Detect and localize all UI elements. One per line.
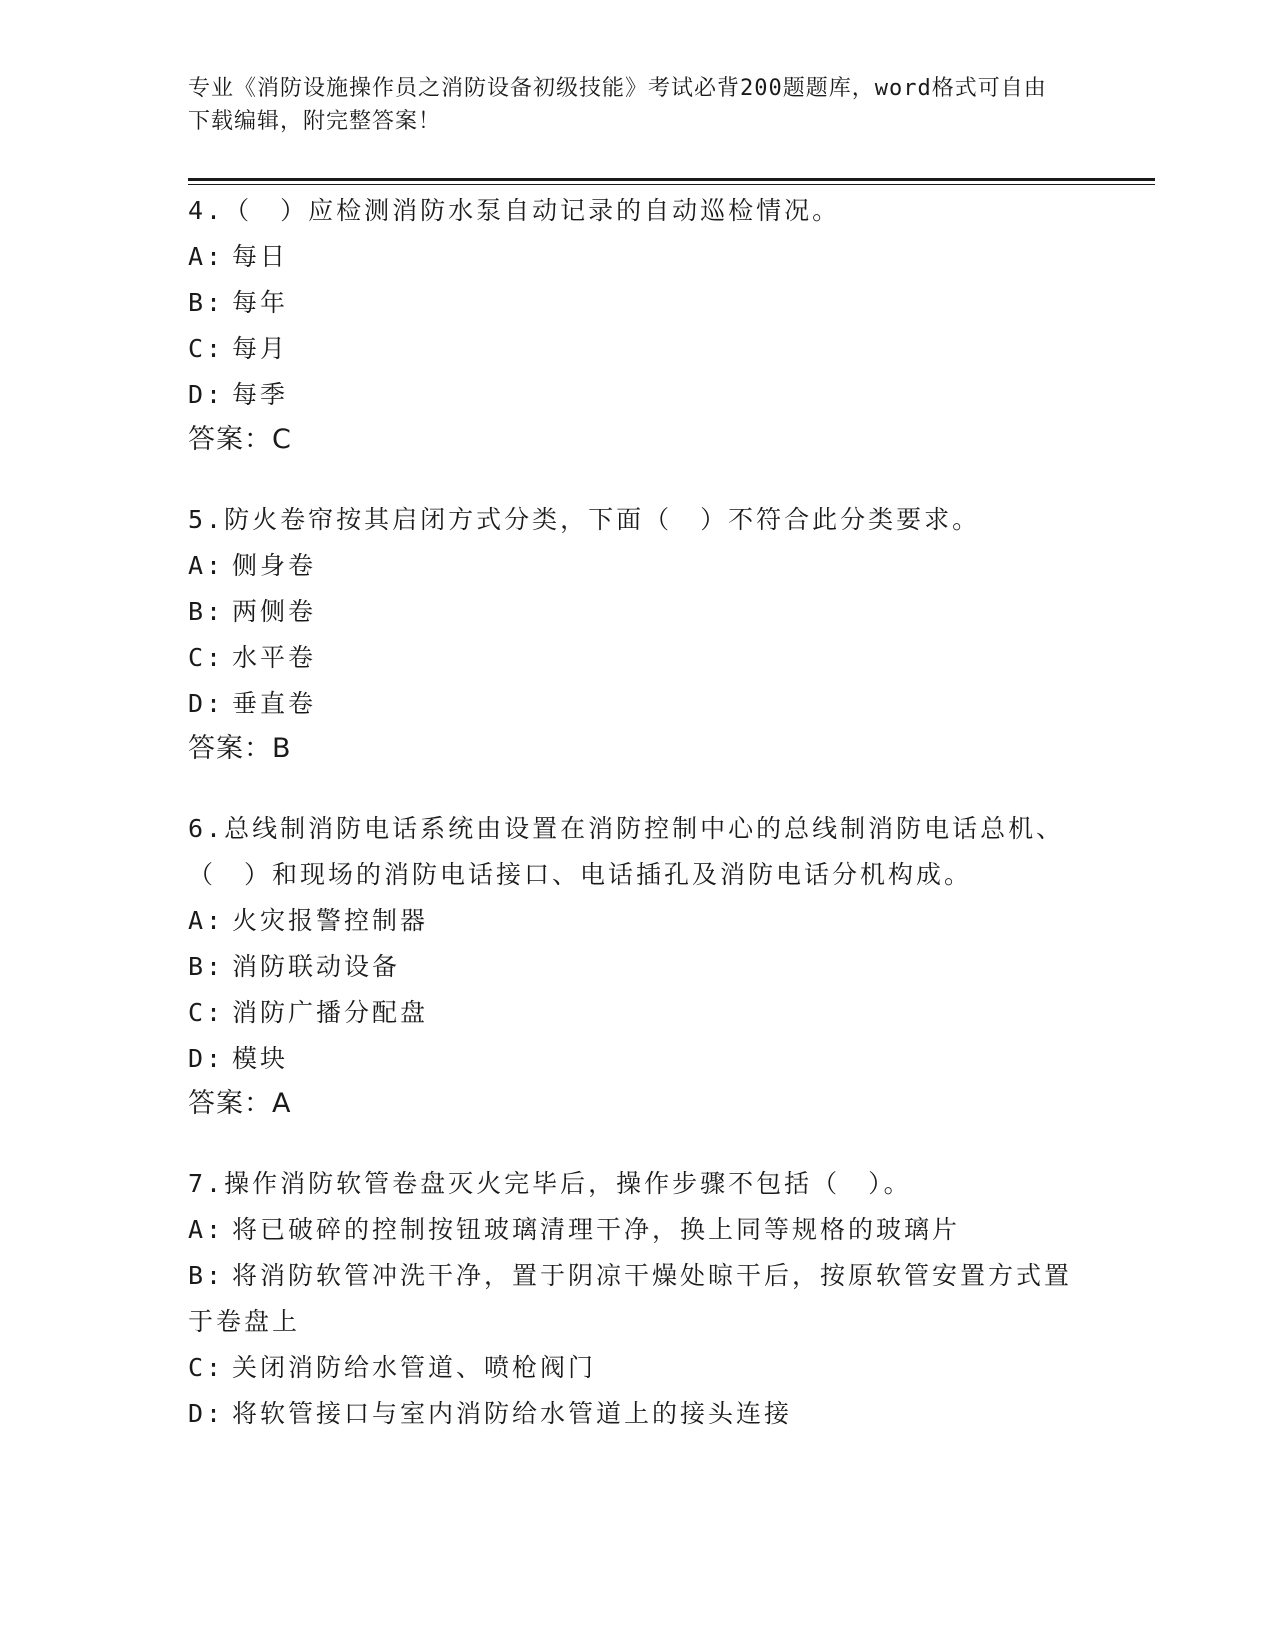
option-text: 侧身卷 bbox=[232, 551, 317, 580]
option-key: C: bbox=[188, 334, 225, 363]
option-key: B: bbox=[188, 597, 225, 626]
option-c bbox=[188, 990, 1088, 1036]
option-c bbox=[188, 1345, 1088, 1391]
answer-line: 答案：B bbox=[188, 733, 292, 764]
answer-line: 答案：C bbox=[188, 424, 292, 455]
option-text: 每年 bbox=[232, 288, 289, 317]
question-4 bbox=[188, 188, 1088, 462]
option-key: B: bbox=[188, 288, 225, 317]
option-text: 火灾报警控制器 bbox=[232, 906, 429, 935]
question-stem: 6.总线制消防电话系统由设置在消防控制中心的总线制消防电话总机、（ ）和现场的消防电话接口、电话插孔及消防电话分机构成。 bbox=[188, 814, 1065, 889]
option-key: B: bbox=[188, 952, 225, 981]
option-text: 每日 bbox=[232, 242, 289, 271]
option-a bbox=[188, 1207, 1088, 1253]
option-key: A: bbox=[188, 551, 225, 580]
option-b bbox=[188, 1253, 1088, 1345]
question-stem: 7.操作消防软管卷盘灭火完毕后，操作步骤不包括（ ）。 bbox=[188, 1169, 912, 1198]
question-list bbox=[188, 188, 1088, 1472]
option-c bbox=[188, 326, 1088, 372]
question-stem: 5.防火卷帘按其启闭方式分类，下面（ ）不符合此分类要求。 bbox=[188, 505, 981, 534]
option-key: B: bbox=[188, 1261, 225, 1290]
option-text: 将已破碎的控制按钮玻璃清理干净，换上同等规格的玻璃片 bbox=[232, 1215, 961, 1244]
option-text: 垂直卷 bbox=[232, 689, 317, 718]
option-key: D: bbox=[188, 380, 225, 409]
option-d bbox=[188, 372, 1088, 418]
option-key: D: bbox=[188, 1044, 225, 1073]
option-c bbox=[188, 635, 1088, 681]
option-text: 关闭消防给水管道、喷枪阀门 bbox=[232, 1353, 597, 1382]
question-stem: 4.（ ）应检测消防水泵自动记录的自动巡检情况。 bbox=[188, 196, 841, 225]
option-d bbox=[188, 1036, 1088, 1082]
option-text: 水平卷 bbox=[232, 643, 317, 672]
option-text: 模块 bbox=[232, 1044, 289, 1073]
option-a bbox=[188, 898, 1088, 944]
option-b bbox=[188, 280, 1088, 326]
option-text: 每月 bbox=[232, 334, 289, 363]
option-text: 消防广播分配盘 bbox=[232, 998, 429, 1027]
option-text: 两侧卷 bbox=[232, 597, 317, 626]
option-key: C: bbox=[188, 643, 225, 672]
option-key: A: bbox=[188, 906, 225, 935]
option-text: 消防联动设备 bbox=[232, 952, 401, 981]
option-key: A: bbox=[188, 1215, 225, 1244]
option-key: D: bbox=[188, 1399, 225, 1428]
option-key: A: bbox=[188, 242, 225, 271]
option-text: 每季 bbox=[232, 380, 289, 409]
option-key: D: bbox=[188, 689, 225, 718]
header-rule-thick bbox=[188, 178, 1155, 181]
question-6 bbox=[188, 806, 1088, 1126]
option-key: C: bbox=[188, 1353, 225, 1382]
option-a bbox=[188, 234, 1088, 280]
header-rule-thin bbox=[188, 184, 1155, 185]
question-7 bbox=[188, 1161, 1088, 1437]
question-5 bbox=[188, 497, 1088, 771]
option-d bbox=[188, 681, 1088, 727]
option-key: C: bbox=[188, 998, 225, 1027]
option-b bbox=[188, 944, 1088, 990]
option-text: 将软管接口与室内消防给水管道上的接头连接 bbox=[232, 1399, 793, 1428]
answer-line: 答案：A bbox=[188, 1088, 292, 1119]
document-header: 专业《消防设施操作员之消防设备初级技能》考试必背200题题库，word格式可自由下载编辑，附完整答案！ bbox=[188, 76, 1047, 134]
option-a bbox=[188, 543, 1088, 589]
option-b bbox=[188, 589, 1088, 635]
option-text: 将消防软管冲洗干净，置于阴凉干燥处晾干后，按原软管安置方式置于卷盘上 bbox=[188, 1261, 1073, 1336]
option-d bbox=[188, 1391, 1088, 1437]
